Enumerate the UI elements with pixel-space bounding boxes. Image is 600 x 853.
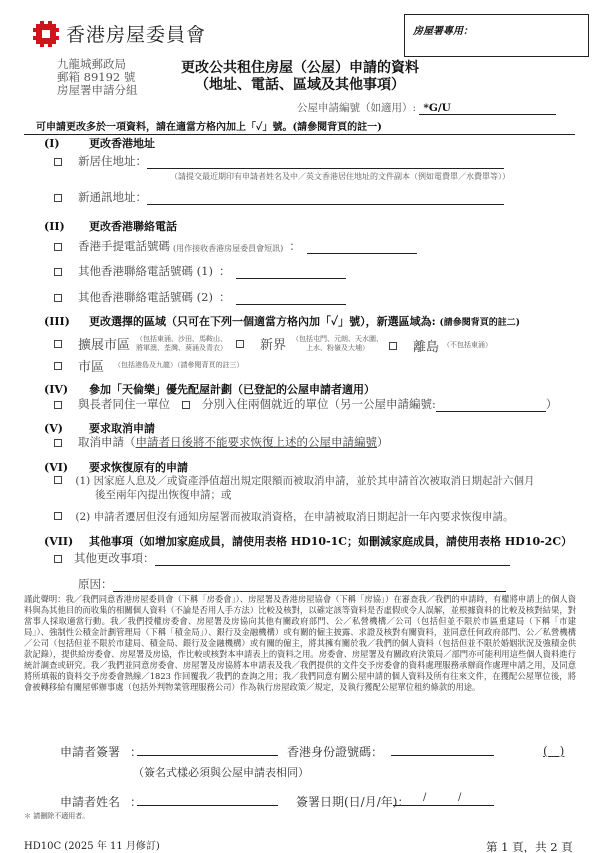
- separate-units-checkbox[interactable]: [182, 401, 190, 409]
- form-title: [150, 60, 450, 94]
- section-3-heading: [44, 313, 520, 329]
- section-number: (I): [44, 137, 60, 150]
- form-code: HD10C (2025 年 11 月修訂): [24, 841, 160, 852]
- reinstate-1-text: 因家庭人息及／或資產淨值超出規定限額而被取消申請，並於其申請首次被取消日期起計六個月: [93, 475, 535, 487]
- new-territories-checkbox[interactable]: [236, 340, 244, 348]
- reinstate-option-1: [54, 474, 535, 502]
- separate-units-label: 分別入住兩個就近的單位（另一公屋申請編號:: [202, 397, 436, 411]
- other-changes-row: [54, 550, 510, 566]
- reason-row: [78, 576, 506, 592]
- district-note: （不包括東涌）: [443, 341, 493, 349]
- date-separator: /: [458, 792, 462, 803]
- section-2-heading: [44, 218, 177, 234]
- note-line: 將軍澳、荃灣、葵涌及青衣）: [136, 343, 228, 352]
- colon: ：: [218, 264, 231, 278]
- other-changes-checkbox[interactable]: [54, 555, 62, 563]
- note-line: （包括屯門、元朗、天水圍、: [292, 334, 384, 343]
- other-phone-2-row: [54, 289, 346, 305]
- cancel-label: 取消申請（: [78, 435, 136, 449]
- note-line: （包括東涌、沙田、馬鞍山、: [136, 334, 228, 343]
- mobile-phone-label: 香港手提電話號碼: [78, 239, 170, 253]
- section-title: 更改香港地址: [89, 137, 155, 150]
- section-title: 要求恢復原有的申請: [89, 461, 188, 474]
- mailing-address: [57, 58, 138, 97]
- date-separator: /: [423, 792, 427, 803]
- urban-checkbox[interactable]: [54, 362, 62, 370]
- live-with-elderly-checkbox[interactable]: [54, 401, 62, 409]
- other-phone-1-checkbox[interactable]: [54, 268, 62, 276]
- reinstate-1-text-cont: 後至兩年內提出恢復申請；或: [95, 489, 232, 501]
- mobile-phone-field[interactable]: [307, 242, 417, 254]
- office-use-label: 房屋署專用：: [413, 26, 473, 37]
- hkid-check-digit[interactable]: ( ): [543, 744, 565, 758]
- section-number: (V): [44, 422, 63, 435]
- section-title: 參加「天倫樂」優先配屋計劃（已登記的公屋申請者適用）: [89, 383, 375, 396]
- ha-logo: [33, 20, 206, 47]
- signature-field[interactable]: [137, 744, 278, 756]
- section-1-heading: [44, 135, 155, 151]
- signature-label: 申請者簽署: [60, 745, 121, 759]
- section-7-heading: [44, 533, 572, 549]
- district-note: [136, 335, 227, 353]
- application-number-row: [297, 100, 556, 115]
- residential-address-note: （請提交最近期印有申請者姓名及中／英文香港居住地址的文件副本（例如電費單／水費單等））: [170, 172, 510, 181]
- correspondence-address-checkbox[interactable]: [54, 194, 62, 202]
- instruction-banner: 可申請更改多於一項資料，請在適當方格內加上「✓」號。(請參閱背頁的註一): [24, 118, 575, 135]
- section-title: 要求取消申請: [89, 422, 155, 435]
- close-paren: ）: [545, 397, 558, 411]
- option-number: (1): [75, 475, 91, 487]
- address-line: 九龍城郵政局: [57, 57, 126, 71]
- residential-address-field[interactable]: [147, 157, 504, 169]
- mobile-phone-checkbox[interactable]: [54, 243, 62, 251]
- other-phone-2-checkbox[interactable]: [54, 294, 62, 302]
- other-phone-2-field[interactable]: [236, 293, 346, 305]
- housing-authority-logo-icon: [33, 21, 59, 47]
- district-option-extended-urban: [54, 334, 227, 353]
- district-note: [292, 335, 383, 353]
- title-line-1: 更改公共租住房屋（公屋）申請的資料: [181, 60, 419, 76]
- residential-address-label: 新居住地址：: [78, 154, 147, 168]
- section-title: 更改香港聯絡電話: [89, 220, 177, 233]
- section-number: (IV): [44, 383, 69, 396]
- mobile-phone-note: (用作接收香港房屋委員會短訊): [173, 244, 284, 253]
- mobile-phone-row: [54, 238, 417, 254]
- address-line: 房屋署申請分組: [57, 83, 138, 97]
- section-number: (VI): [44, 461, 69, 474]
- district-label: 擴展市區: [78, 338, 131, 353]
- correspondence-address-row: [54, 189, 504, 205]
- section-6-heading: [44, 459, 188, 475]
- section-title: 更改選擇的區域（只可在下列一個適當方格內加「✓」號），新選區域為:: [89, 315, 436, 328]
- correspondence-address-label: 新通訊地址：: [78, 190, 147, 204]
- district-label: 市區: [78, 360, 105, 375]
- harmonious-families-row: [54, 396, 557, 412]
- date-label: 簽署日期(日/月/年)：: [296, 795, 410, 809]
- note-line: 上水、粉嶺及大埔）: [306, 343, 370, 352]
- org-name: 香港房屋委員會: [66, 24, 207, 46]
- district-option-islands: [389, 336, 492, 355]
- district-option-urban: [54, 356, 244, 375]
- office-use-box: [404, 14, 589, 57]
- date-field[interactable]: [393, 794, 494, 806]
- reinstate-2-checkbox[interactable]: [54, 512, 62, 520]
- application-number-label: 公屋申請編號（如適用）:: [297, 102, 417, 114]
- reinstate-2-text: 申請者遷居但沒有通知房屋署而被取消資格，在申請被取消日期起計一年內要求恢復申請。: [93, 511, 514, 523]
- section-4-heading: [44, 381, 375, 397]
- other-application-number-field[interactable]: [436, 400, 546, 412]
- reinstate-1-checkbox[interactable]: [54, 476, 62, 484]
- other-changes-label: 其他更改事項：: [74, 551, 155, 565]
- footnote: ＊ 請刪除不適用者。: [24, 812, 90, 820]
- other-phone-2-label: 其他香港聯絡電話號碼 (2): [78, 290, 213, 304]
- reinstate-option-2: [54, 509, 514, 524]
- residential-address-checkbox[interactable]: [54, 158, 62, 166]
- colon: ：: [289, 239, 301, 253]
- hkid-field[interactable]: [391, 744, 494, 756]
- name-label: 申請者姓名: [60, 795, 121, 809]
- section-title: 其他事項（如增加家庭成員，請使用表格 HD10-1C；如刪減家庭成員，請使用表格 HD10-2C）: [89, 535, 573, 548]
- residential-address-row: [54, 153, 504, 169]
- address-line: 郵箱 89192 號: [57, 70, 136, 84]
- colon: ：: [130, 795, 143, 809]
- section-number: (III): [44, 315, 70, 328]
- signature-note: （簽名式樣必須與公屋申請表相同）: [133, 766, 309, 779]
- other-phone-1-field[interactable]: [236, 267, 346, 279]
- district-label: 離島: [413, 340, 440, 355]
- section-number: (II): [44, 220, 65, 233]
- reason-field[interactable]: [113, 580, 506, 592]
- section-number: (VII): [44, 535, 74, 548]
- cancel-application-checkbox[interactable]: [54, 439, 62, 447]
- district-note: （包括港島及九龍）（請參閱背頁的註三）: [114, 361, 244, 369]
- reason-label: 原因：: [78, 577, 113, 591]
- hkid-label: 香港身份證號碼：: [287, 745, 384, 759]
- district-option-new-territories: [236, 334, 383, 353]
- application-number-field[interactable]: *G/U: [419, 102, 556, 115]
- declaration-text: 謹此聲明：我／我們同意香港房屋委員會（下稱「房委會」）、房屋署及香港房屋協會（下稱「房協」）在審查我／我們的申請時，有權將申請上的個人資料與為其他目的而收集的相關個人資料（不論是否用人手方法）比較及核對，以確定該等資料是否虛假或令人誤解，並根據資料的比較及核對結果，對當事人採取適當行動。我／我們授權房委會、房屋署及房協向其他有關政府部門、公／私營機構／公司（包括但並不限於市區重建局（下稱「市建局」）、強制性公積金計劃管理局（下稱「積金局」）、銀行及金融機構）或有關的僱主披露、求證及核對有關資料，並同意任何政府部門、公／私營機構／公司（包括但並不限於市建局、積金局、銀行及金融機構）或有關的僱主，將其擁有關於我／我們的個人資料（包括但並不限於婚姻狀況及強積金供款記錄），提供給房委會、房屋署及房協，作比較或核對本申請表上的資料之用。房委會、房屋署及有關政府決策局／部門亦可能利用這些個人資料進行統計調查或研究。我／我們並同意房委會、房屋署及房協將本申請表及我／我們提供的文件交予房委會的資料處理服務承辦商作處理申請之用，及同意將所填報的資料交予房委會熱線／1823 作回覆我／我們的查詢之用；我／我們同意有關公屋申請的個人資料及所有往來文件，在獲配公屋單位後，將會被轉移給有關屋邨辦事處（包括外判物業管理服務公司）作為執行房屋政策／規定，及執行獲配公屋單位租約條款的用途。: [24, 594, 576, 692]
- other-phone-1-label: 其他香港聯絡電話號碼 (1): [78, 264, 213, 278]
- colon: ：: [130, 745, 143, 759]
- extended-urban-checkbox[interactable]: [54, 340, 62, 348]
- other-phone-1-row: [54, 263, 346, 279]
- name-field[interactable]: [137, 794, 278, 806]
- islands-checkbox[interactable]: [389, 342, 397, 350]
- cancel-warning: 申請者日後將不能要求恢復上述的公屋申請編號: [135, 435, 377, 449]
- district-label: 新界: [260, 338, 287, 353]
- page-number: 第 1 頁，共 2 頁: [486, 840, 573, 853]
- title-line-2: （地址、電話、區域及其他事項）: [195, 77, 405, 93]
- other-changes-field[interactable]: [155, 554, 510, 566]
- section-note: (請參閱背頁的註二): [439, 318, 521, 328]
- live-with-elderly-label: 與長者同住一單位: [78, 397, 170, 411]
- cancel-application-row: [54, 434, 389, 450]
- correspondence-address-field[interactable]: [147, 193, 504, 205]
- option-number: (2): [75, 511, 91, 523]
- colon: ：: [218, 290, 231, 304]
- close-paren: ）: [377, 435, 389, 449]
